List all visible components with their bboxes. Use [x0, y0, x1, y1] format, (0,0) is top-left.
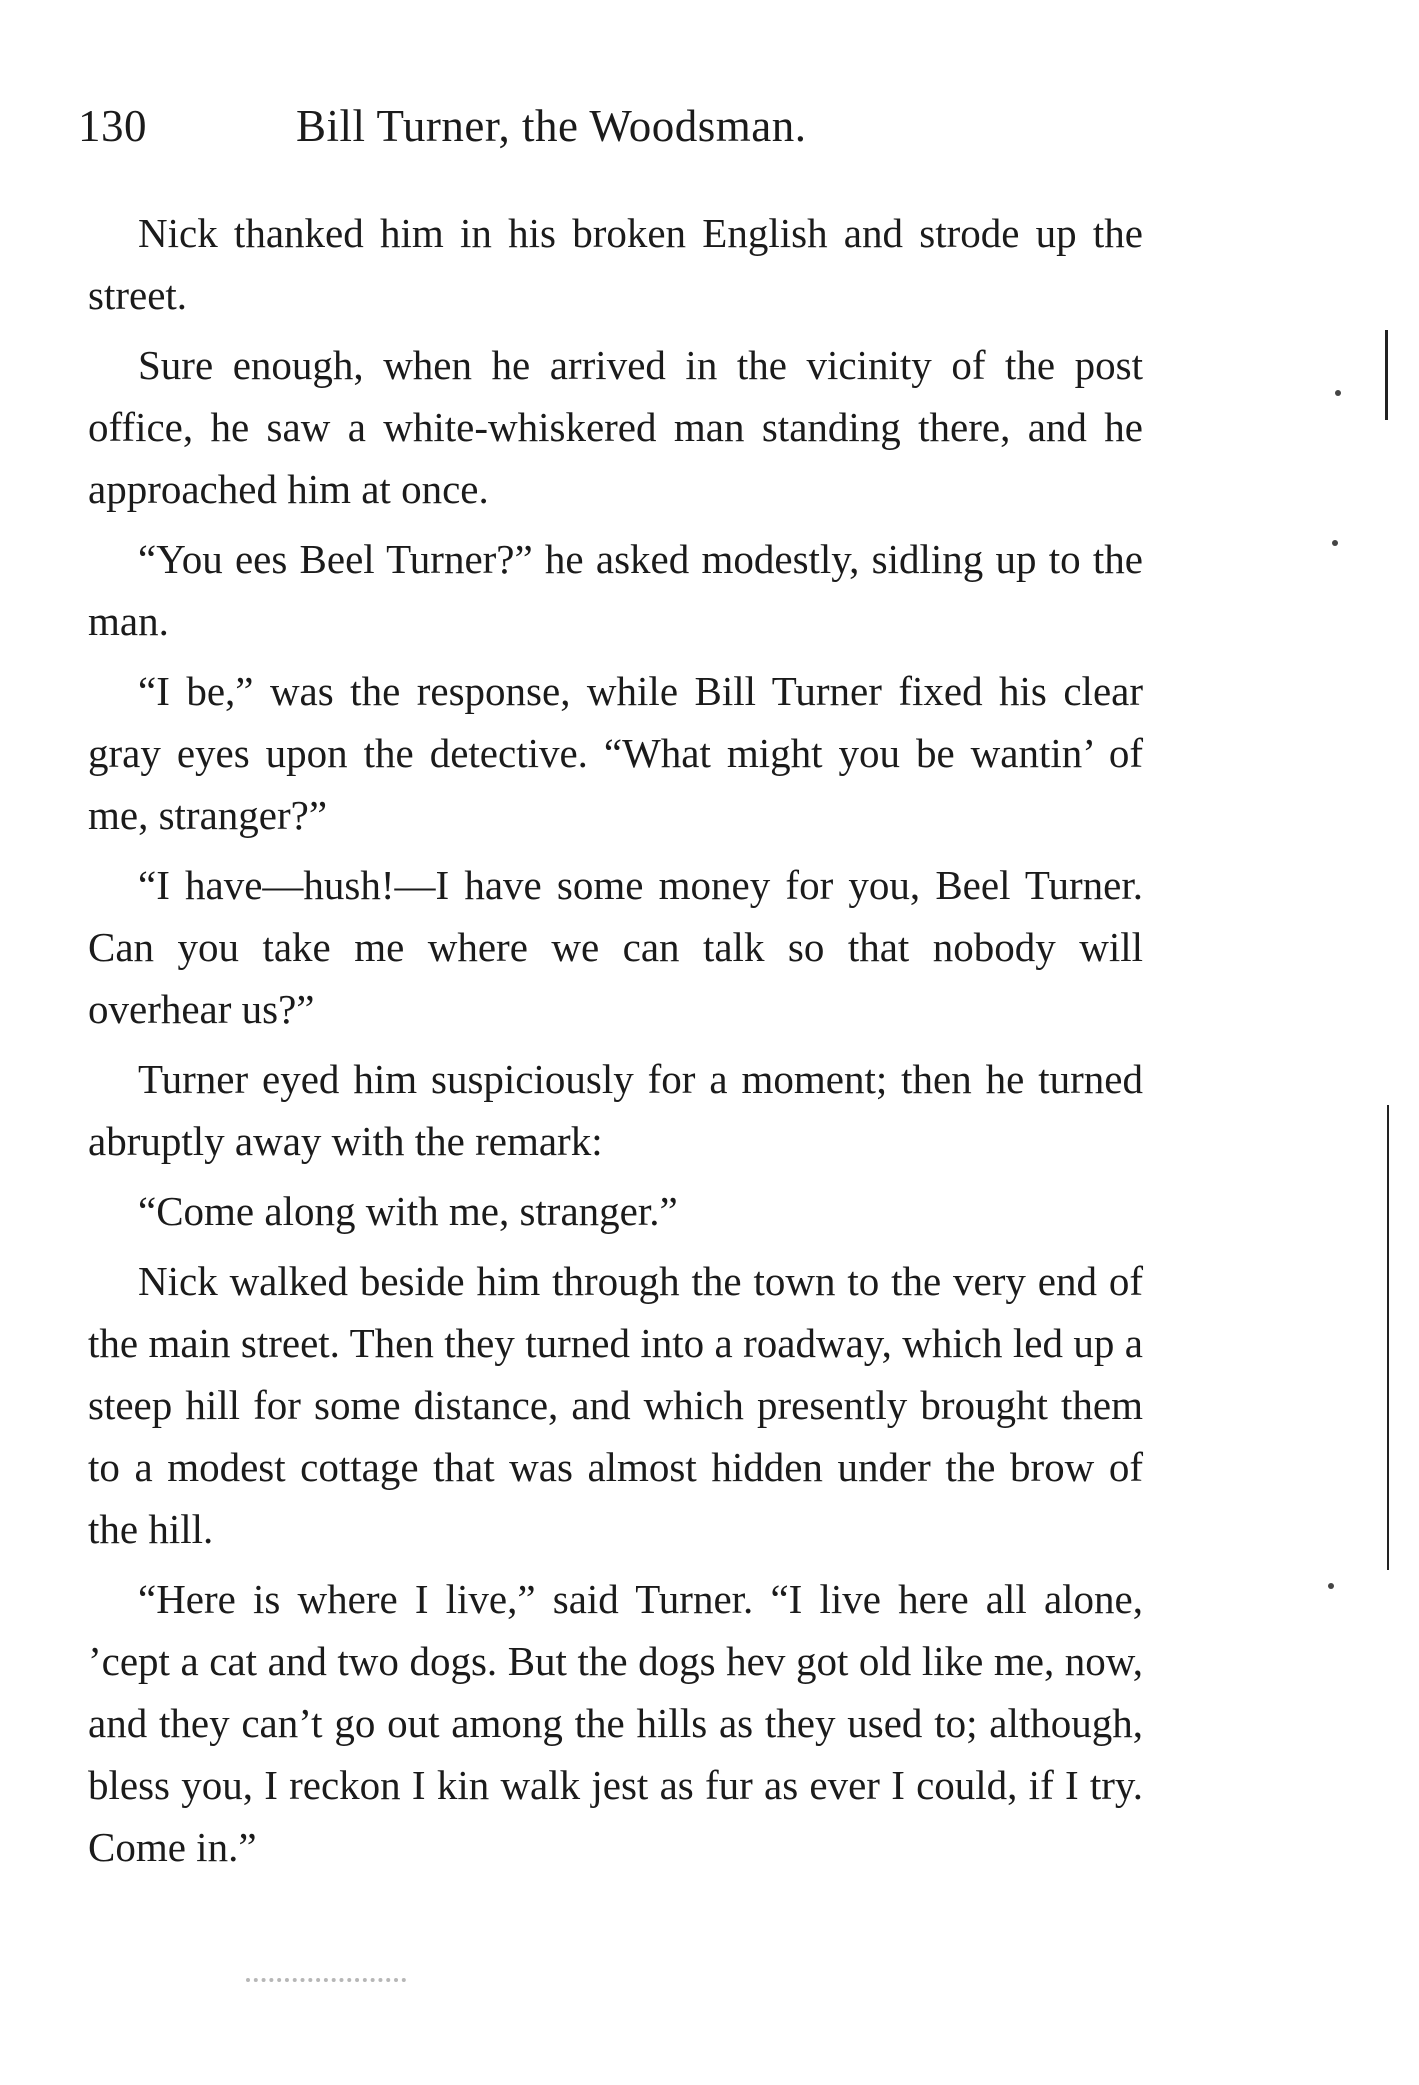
margin-speck	[1328, 1583, 1334, 1589]
paragraph: “I be,” was the response, while Bill Turner fixed his clear gray eyes upon the detective. “What might you be wantin’ of me, stranger?”	[88, 668, 1143, 838]
margin-speck	[1335, 390, 1341, 396]
end-ornament	[246, 1978, 406, 1992]
page-header	[78, 100, 1138, 160]
paragraph: “Here is where I live,” said Turner. “I live here all alone, ’cept a cat and two dogs. But the dogs hev got old like me, now, and they can’t go out among the hills as they used to; although, bless you, I reckon I kin walk jest as fur as ever I could, if I try. Come in.”	[88, 1576, 1143, 1870]
paragraph: Turner eyed him suspiciously for a moment; then he turned abruptly away with the remark:	[88, 1056, 1143, 1164]
margin-scan-mark	[1387, 1105, 1389, 1570]
paragraph: Nick walked beside him through the town to the very end of the main street. Then they turned into a roadway, which led up a steep hill for some distance, and which presently brought them to a modest cottage that was almost hidden under the brow of the hill.	[88, 1258, 1143, 1552]
margin-scan-mark	[1385, 330, 1388, 420]
paragraph: Sure enough, when he arrived in the vicinity of the post office, he saw a white-whiskered man standing there, and he approached him at once.	[88, 342, 1143, 512]
paragraph: Nick thanked him in his broken English and strode up the street.	[88, 210, 1143, 318]
page-number: 130	[78, 101, 147, 151]
paragraph: “Come along with me, stranger.”	[138, 1188, 678, 1234]
paragraph: “You ees Beel Turner?” he asked modestly, sidling up to the man.	[88, 536, 1143, 644]
running-title: Bill Turner, the Woodsman.	[296, 101, 807, 151]
margin-speck	[1332, 540, 1338, 546]
body-text	[88, 202, 1143, 1886]
paragraph: “I have—hush!—I have some money for you, Beel Turner. Can you take me where we can talk so that nobody will overhear us?”	[88, 862, 1143, 1032]
